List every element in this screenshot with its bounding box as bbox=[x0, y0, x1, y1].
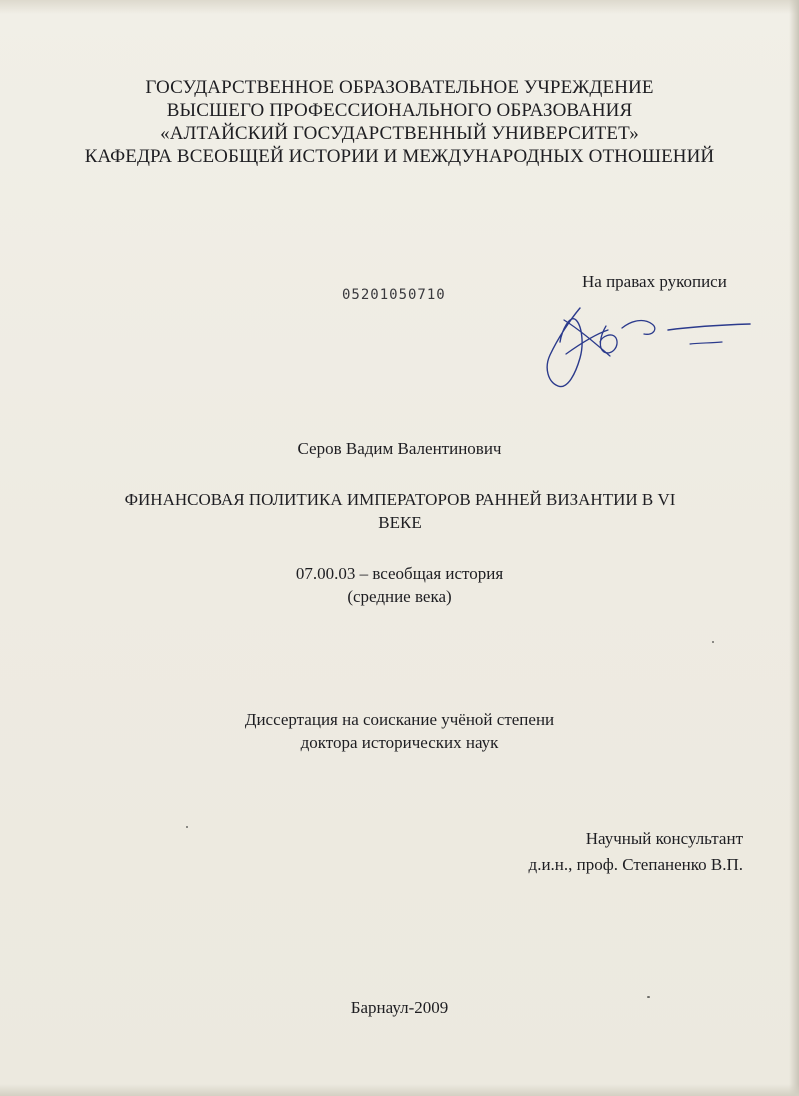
registration-number: 05201050710 bbox=[342, 287, 446, 303]
place-year: Барнаул-2009 bbox=[350, 998, 449, 1017]
scientific-consultant bbox=[529, 826, 743, 878]
specialty-code: 07.00.03 – всеобщая история bbox=[295, 564, 504, 583]
handwritten-signature bbox=[540, 300, 760, 400]
degree-line-1: Диссертация на соискание учёной степени bbox=[244, 710, 555, 729]
scan-speck bbox=[186, 826, 188, 828]
institution-header bbox=[0, 76, 799, 168]
institution-line: «АЛТАЙСКИЙ ГОСУДАРСТВЕННЫЙ УНИВЕРСИТЕТ» bbox=[160, 123, 639, 144]
institution-line: ВЫСШЕГО ПРОФЕССИОНАЛЬНОГО ОБРАЗОВАНИЯ bbox=[166, 100, 633, 121]
degree-statement bbox=[0, 708, 799, 754]
scan-edge-bottom bbox=[0, 1084, 799, 1096]
consultant-label: Научный консультант bbox=[585, 829, 743, 848]
title-line: ВЕКЕ bbox=[378, 513, 422, 532]
scan-edge-top bbox=[0, 0, 799, 14]
institution-line: ГОСУДАРСТВЕННОЕ ОБРАЗОВАТЕЛЬНОЕ УЧРЕЖДЕНИЕ bbox=[145, 77, 654, 98]
scan-speck bbox=[647, 996, 650, 998]
title-line: ФИНАНСОВАЯ ПОЛИТИКА ИМПЕРАТОРОВ РАННЕЙ ВИЗАНТИИ В VI bbox=[124, 490, 676, 509]
scan-speck bbox=[712, 641, 714, 643]
specialty-period: (средние века) bbox=[347, 587, 452, 606]
degree-line-2: доктора исторических наук bbox=[300, 733, 499, 752]
author-name: Серов Вадим Валентинович bbox=[297, 439, 502, 458]
manuscript-note: На правах рукописи bbox=[582, 272, 727, 291]
department-line: КАФЕДРА ВСЕОБЩЕЙ ИСТОРИИ И МЕЖДУНАРОДНЫХ ОТНОШЕНИЙ bbox=[84, 146, 715, 167]
dissertation-title bbox=[100, 488, 700, 534]
consultant-name: д.и.н., проф. Степаненко В.П. bbox=[528, 855, 743, 874]
specialty bbox=[0, 562, 799, 608]
